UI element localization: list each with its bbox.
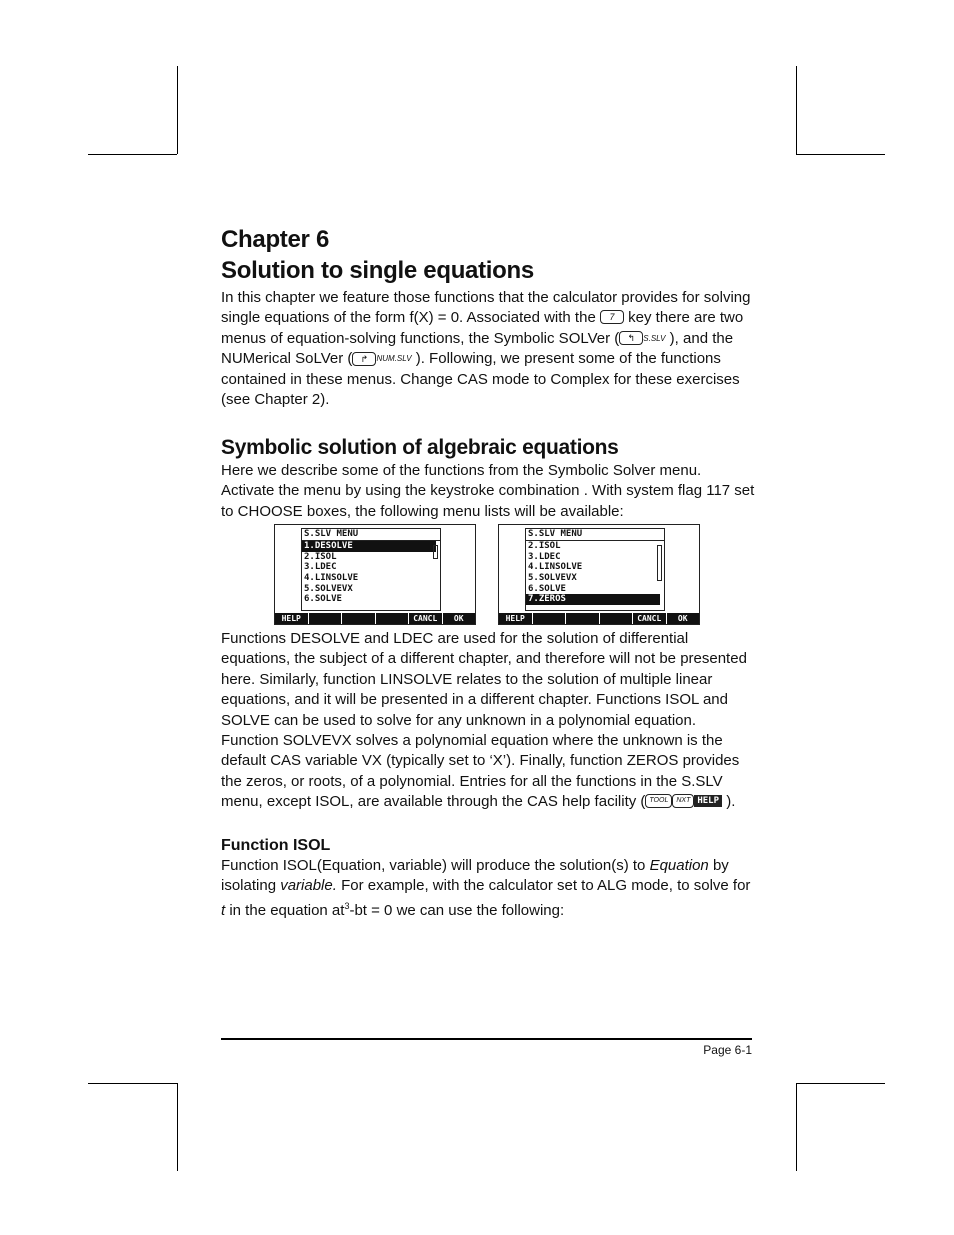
menu-title: S.SLV MENU (526, 529, 664, 541)
menu-item: 4.LINSOLVE (528, 562, 583, 573)
page-number: Page 6-1 (703, 1043, 752, 1057)
softkey (376, 613, 410, 624)
functions-paragraph: Functions DESOLVE and LDEC are used for the solution of differential equations, the subject of a different chapter, and therefore will not be presented here. Similarly, function LINSOLVE relates to the solution of multiple linear equations, and it will be presented in a different chapter. Functions ISOL and SOLVE can be used to solve for any unknown in a polynomial equation. Function SOLVEVX solves a polynomial equation where the unknown is the default CAS variable VX (typically set to ‘X’). Finally, function ZEROS provides the zeros, or roots, of a polynomial. Entries for all the functions in the S.SLV menu, except ISOL, are available through the CAS help facility ( TOOL NXT HELP ). (221, 630, 747, 811)
menu-item: 5.SOLVEVX (528, 573, 577, 584)
softkey: HELP (499, 613, 533, 624)
softkey: CANCL (409, 613, 443, 624)
menu-item: 6.SOLVE (528, 583, 566, 594)
softkey: CANCL (633, 613, 667, 624)
menu-item: 4.LINSOLVE (304, 573, 359, 584)
help-softkey: HELP (694, 795, 722, 807)
calculator-screen-2 (498, 524, 700, 625)
section-title-isol: Function ISOL (221, 836, 331, 854)
softkey: HELP (275, 613, 309, 624)
softkey (600, 613, 634, 624)
choose-box (301, 528, 441, 611)
footer-rule (221, 1038, 752, 1040)
right-shift-key: ↱ (352, 352, 376, 366)
crop-mark (177, 66, 178, 154)
softkey: OK (677, 614, 688, 623)
section-symbolic-text: Here we describe some of the functions from the Symbolic Solver menu. Activate the menu by using the keystroke combination . With system flag 117 set to CHOOSE boxes, the following menu lists will be available: (221, 461, 755, 520)
menu-item: 1.DESOLVE (302, 541, 436, 552)
softkey (309, 613, 343, 624)
crop-mark (796, 154, 885, 155)
choose-box (525, 528, 665, 611)
softkey-bar (499, 613, 699, 624)
chapter-label: Chapter 6 (221, 226, 329, 253)
softkey (533, 613, 567, 624)
menu-item: 7.ZEROS (526, 594, 660, 605)
calculator-screen-1 (274, 524, 476, 625)
key-7: 7 (600, 310, 624, 324)
menu-item: 3.LDEC (304, 562, 337, 573)
menu-item: 3.LDEC (528, 551, 561, 562)
left-shift-key: ↰ (619, 331, 643, 345)
crop-mark (796, 1083, 797, 1171)
menu-item: 6.SOLVE (304, 594, 342, 605)
menu-title: S.SLV MENU (302, 529, 440, 541)
softkey-bar (275, 613, 475, 624)
softkey (342, 613, 376, 624)
section-title-symbolic: Symbolic solution of algebraic equations (221, 435, 619, 459)
scrollbar (657, 545, 662, 581)
numslv-label: NUM.SLV (376, 354, 412, 364)
sslv-label: S.SLV (643, 333, 666, 343)
isol-paragraph: Function ISOL(Equation, variable) will produce the solution(s) to Equation by isolating variable. For example, with the calculator set to ALG mode, to solve for t in the equation $at^3-bt = 0$ we can use the following: (221, 856, 751, 920)
softkey (566, 613, 600, 624)
calculator-screens (221, 524, 756, 625)
crop-mark (88, 1083, 177, 1084)
menu-item: 2.ISOL (304, 551, 337, 562)
tool-key: TOOL (645, 794, 672, 808)
crop-mark (796, 66, 797, 154)
crop-mark (88, 154, 177, 155)
crop-mark (177, 1083, 178, 1171)
page-content (221, 224, 756, 922)
softkey: OK (453, 614, 464, 623)
intro-paragraph: In this chapter we feature those functions that the calculator provides for solving single equations of the form f(X) = 0. Associated with the 7 key there are two menus of equation-solving functions, the Symbolic SOLVer ( ↰ S.SLV ), and the NUMerical SoLVer ( ↱ NUM.SLV ). Following, we present some of the functions contained in these menus. Change CAS mode to Complex for these exercises (see Chapter 2). (221, 289, 751, 409)
scrollbar (433, 545, 438, 559)
nxt-key: NXT (672, 794, 694, 808)
menu-item: 2.ISOL (528, 541, 561, 551)
chapter-title: Solution to single equations (221, 257, 534, 284)
menu-item: 5.SOLVEVX (304, 583, 353, 594)
crop-mark (796, 1083, 885, 1084)
